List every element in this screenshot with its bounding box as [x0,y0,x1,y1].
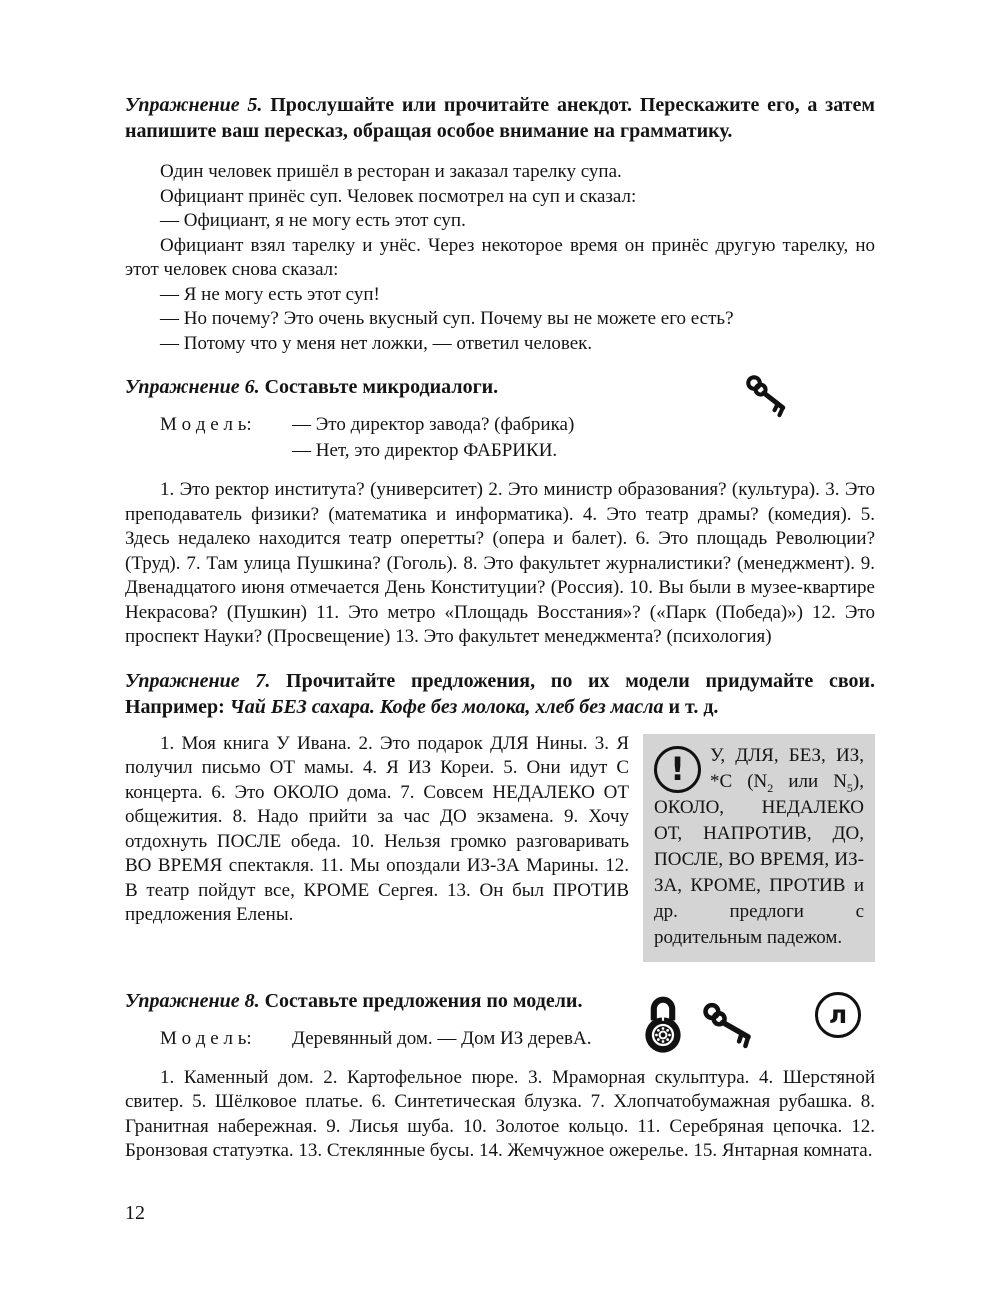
note-subscript: 5 [846,780,853,795]
exercise-6-section [125,374,875,650]
note-text-part: ), ОКОЛО, НЕДАЛЕКО ОТ, НАПРОТИВ, ДО, ПОСЛЕ, ВО ВРЕМЯ, ИЗ-ЗА, КРОМЕ, ПРОТИВ и др. предлоги с родительным падежом. [654,770,864,948]
exercise-8-items: 1. Каменный дом. 2. Картофельное пюре. 3. Мраморная скульптура. 4. Шерстяной свитер. 5. Шёлковое платье. 6. Синтетическая блузка. 7. Хлопчатобумажная рубашка. 8. Гранитная набережная. 9. Лисья шуба. 10. Золотое кольцо. 11. Серебряная цепочка. 12. Бронзовая статуэтка. 13. Стеклянные бусы. 14. Жемчужное ожерелье. 15. Янтарная комната. [125,1066,875,1161]
exercise-5-label: Упражнение 5. [125,94,263,116]
dialog-line: — Потому что у меня нет ложки, — ответил человек. [160,332,593,354]
note-subscript: 2 [767,780,774,795]
dialog-line: — Официант, я не могу есть этот суп. [160,210,466,231]
exercise-8-heading [125,988,875,1014]
circled-letter-l-icon: л [815,992,861,1038]
dialog-line: — Я не могу есть этот суп! [160,283,380,305]
note-text-part: У, ДЛЯ, БЕЗ, ИЗ, *С (N [710,744,864,792]
exercise-6-label: Упражнение 6. [125,376,260,398]
exercise-7-title-tail: и т. д. [663,695,719,718]
exercise-6-items: 1. Это ректор института? (университет) 2. Это министр образования? (культура). 3. Это преподаватель физики? (математика и информатика). 4. Это театр драмы? (комедия). 5. Здесь недалеко находится театр оперетты? (опера и балет). 6. Это площадь Революции? (Труд). 7. Там улица Пушкина? (Гоголь). 8. Это факультет журналистики? (менеджмент). 9. Двенадцатого июня отмечается День Конституции? (Россия). 10. Вы были в музее-квартире Некрасова? (Пушкин) 11. Это метро «Площадь Восстания»? («Парк (Победа)») 12. Это проспект Науки? (Просвещение) 13. Это факультет менеджмента? (психология) [125,479,875,647]
grammar-note-box [643,734,875,962]
exercise-5-heading [125,92,875,144]
exercise-8-section [125,988,875,1164]
exercise-8-label: Упражнение 8. [125,989,260,1012]
exercise-6-title: Составьте микродиалоги. [264,376,499,398]
exercise-7-items: 1. Моя книга У Ивана. 2. Это подарок ДЛЯ Нины. 3. Я получил письмо ОТ мамы. 4. Я ИЗ Кореи. 5. Они идут С концерта. 6. Это ОКОЛО дома. 7. Совсем НЕДАЛЕКО ОТ общежития. 8. Надо прийти за час ДО экзамена. 9. Хочу отдохнуть ПОСЛЕ обеда. 10. Нельзя громко разговаривать ВО ВРЕМЯ спектакля. 11. Мы опоздали ИЗ-ЗА Марины. 12. В театр пойдут все, КРОМЕ Сергея. 13. Он был ПРОТИВ предложения Елены. [125,732,629,925]
exercise-7-label: Упражнение 7. [125,669,271,692]
paragraph: Один человек пришёл в ресторан и заказал тарелку супа. [160,161,622,182]
exercise-7-body [125,732,875,968]
paragraph: Официант взял тарелку и унёс. Через некоторое время он принёс другую тарелку, но этот человек снова сказал: [125,234,875,280]
paragraph: Официант принёс суп. Человек посмотрел на суп и сказал: [160,185,637,207]
combination-lock-icon [640,994,686,1056]
model-dialog [292,412,574,464]
page-number: 12 [125,1201,145,1224]
model-line: Деревянный дом. — Дом ИЗ деревА. [292,1027,592,1049]
model-line: — Это директор завода? (фабрика) [292,414,575,435]
exercise-7-title-example: Чай БЕЗ сахара. Кофе без молока, хлеб без масла [229,695,664,718]
exercise-7-heading [125,668,875,720]
exclamation-icon: ! [654,746,701,793]
model-label: М о д е л ь: [160,414,252,435]
model-row [160,1026,875,1052]
model-label: М о д е л ь: [160,1027,252,1049]
exercise-5-title: Прослушайте или прочитайте анекдот. Перескажите его, а затем напишите ваш пересказ, обращая особое внимание на грамматику. [125,94,876,142]
key-icon [743,374,793,420]
exercise-5-text [125,160,875,356]
exercise-8-title: Составьте предложения по модели. [264,989,583,1012]
model-line: — Нет, это директор ФАБРИКИ. [292,440,558,461]
exercise-7-title: Прочитайте предложения, по их модели придумайте свои. Например: [125,669,876,718]
key-icon [701,1002,759,1050]
exercise-7-section [125,668,875,968]
note-text-part: или N [773,770,847,792]
dialog-line: — Но почему? Это очень вкусный суп. Почему вы не можете его есть? [160,308,734,329]
exercise-5-section [125,92,875,356]
